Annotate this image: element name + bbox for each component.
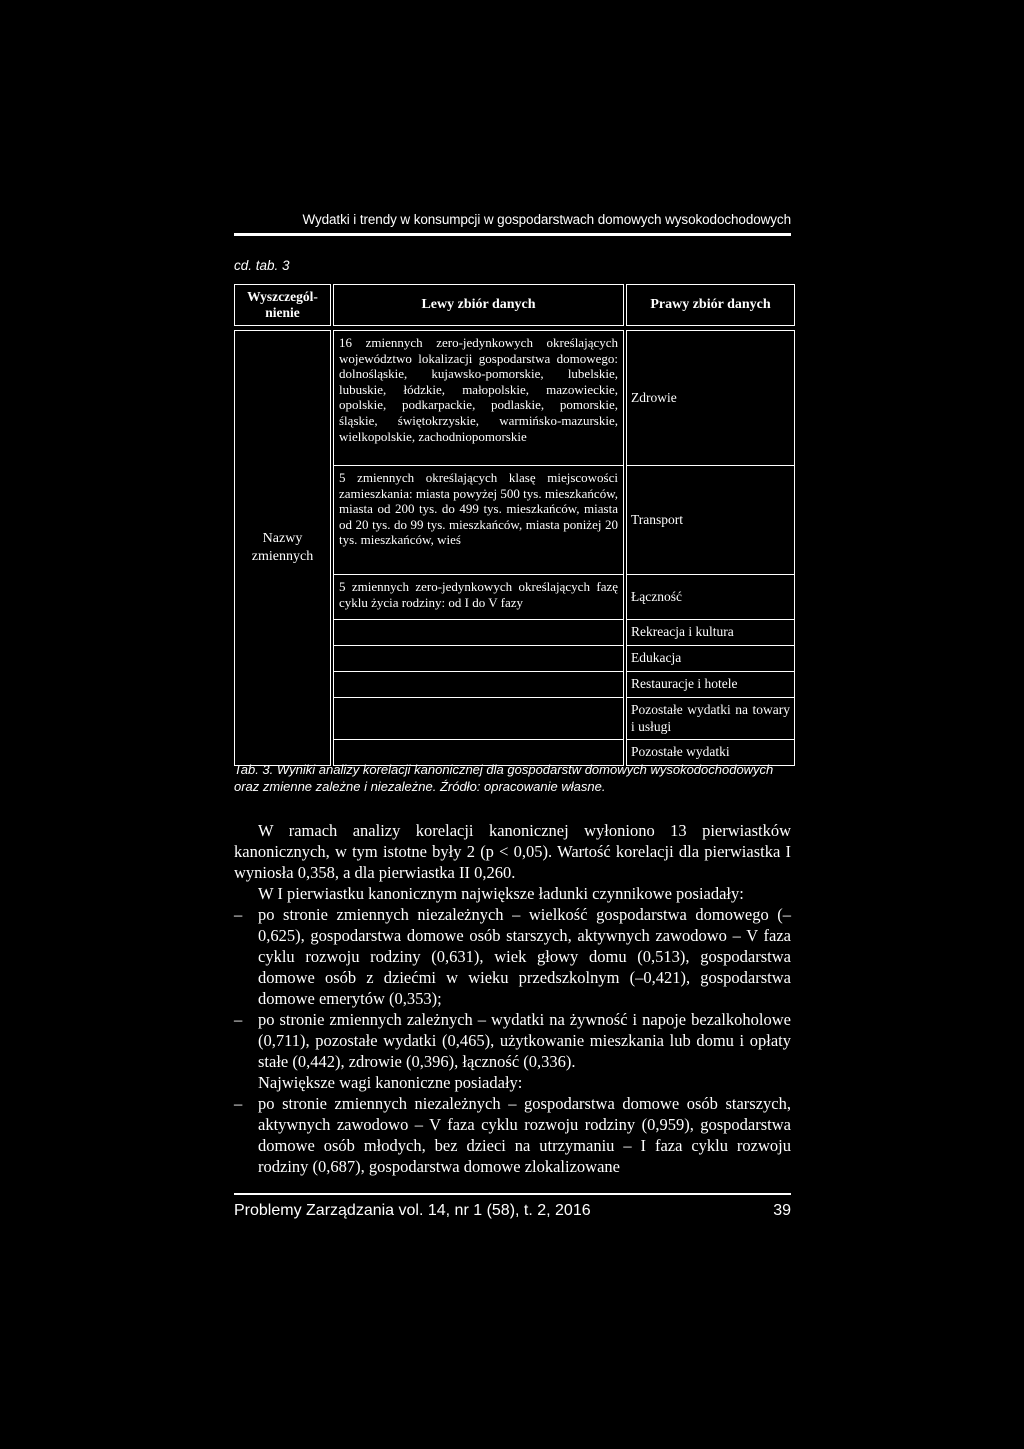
left-set-empty	[334, 671, 624, 697]
right-set-transport: Transport	[627, 466, 795, 575]
row-label-variable-names: Nazwy zmiennych	[235, 331, 331, 766]
right-set-recreation: Rekreacja i kultura	[627, 620, 795, 646]
paragraph: W I pierwiastku kanonicznym największe ładunki czynnikowe posiadały:	[258, 884, 744, 903]
list-item-text: po stronie zmiennych niezależnych – wielkość gospodarstwa domowego (–0,625), gospodarstwa domowe osób starszych, aktywnych zawodowo – V faza cyklu rozwoju rodziny (0,631), wiek głowy domu (0,513), gospodarstwa domowe osób z dziećmi w wieku przedszkolnym (–0,421), gospodarstwa domowe emerytów (0,353);	[258, 905, 791, 1008]
paragraph: Największe wagi kanoniczne posiadały:	[258, 1073, 523, 1092]
list-item	[234, 1093, 791, 1177]
header-left-set: Lewy zbiór danych	[334, 285, 624, 326]
body-text	[234, 820, 791, 1177]
right-set-other-goods: Pozostałe wydatki na towary i usługi	[627, 697, 795, 740]
left-set-life-cycle: 5 zmiennych zero-jedynkowych określających fazę cyklu życia rodziny: od I do V fazy	[334, 575, 624, 620]
footer-journal-citation: Problemy Zarządzania vol. 14, nr 1 (58), t. 2, 2016	[234, 1202, 591, 1219]
left-set-locality-class: 5 zmiennych określających klasę miejscowości zamieszkania: miasta powyżej 500 tys. mieszkańców, miasta od 200 tys. do 499 tys. mieszkańców, miasta od 20 tys. do 99 tys. mieszkańców, miasta poniżej 20 tys. mieszkańców, wieś	[334, 466, 624, 575]
list-item-text: po stronie zmiennych niezależnych – gospodarstwa domowe osób starszych, aktywnych zawodowo – V faza cyklu rozwoju rodziny (0,959), gospodarstwa domowe osób młodych, bez dzieci na utrzymaniu – I faza cyklu rozwoju rodziny (0,687), gospodarstwa domowe zlokalizowane	[258, 1094, 791, 1176]
left-set-empty	[334, 620, 624, 646]
header-right-set: Prawy zbiór danych	[627, 285, 795, 326]
list-item-text: po stronie zmiennych zależnych – wydatki na żywność i napoje bezalkoholowe (0,711), pozostałe wydatki (0,465), użytkowanie mieszkania lub domu i opłaty stałe (0,442), zdrowie (0,396), łączność (0,336).	[258, 1010, 791, 1071]
table-caption: Tab. 3. Wyniki analizy korelacji kanonicznej dla gospodarstw domowych wysokodochodowych oraz zmienne zależne i niezależne. Źródło: opracowanie własne.	[234, 762, 774, 794]
dash-marker: –	[234, 1094, 243, 1113]
footer-rule	[234, 1193, 791, 1195]
list-item	[234, 904, 791, 1009]
dash-marker: –	[234, 905, 243, 924]
continuation-label: cd. tab. 3	[234, 258, 290, 273]
right-set-restaurants: Restauracje i hotele	[627, 671, 795, 697]
left-set-empty	[334, 697, 624, 740]
results-table	[234, 284, 795, 766]
running-header: Wydatki i trendy w konsumpcji w gospodarstwach domowych wysokodochodowych	[302, 212, 791, 227]
header-rule	[234, 233, 791, 236]
header-description: Wyszczegól- nienie	[235, 285, 331, 326]
left-set-empty	[334, 645, 624, 671]
left-set-voivodeships: 16 zmiennych zero-jedynkowych określających województwo lokalizacji gospodarstwa domowego: dolnośląskie, kujawsko-pomorskie, lubelskie, lubuskie, łódzkie, małopolskie, mazowieckie, opolskie, podkarpackie, podlaskie, pomorskie, śląskie, świętokrzyskie, warmińsko-mazurskie, wielkopolskie, zachodniopomorskie	[334, 331, 624, 466]
page-number: 39	[773, 1202, 791, 1219]
right-set-health: Zdrowie	[627, 331, 795, 466]
right-set-education: Edukacja	[627, 645, 795, 671]
right-set-communication: Łączność	[627, 575, 795, 620]
list-item	[234, 1009, 791, 1072]
dash-marker: –	[234, 1010, 243, 1029]
right-set-other-expenses: Pozostałe wydatki	[627, 740, 795, 766]
paragraph: W ramach analizy korelacji kanonicznej wyłoniono 13 pierwiastków kanonicznych, w tym istotne były 2 (p < 0,05). Wartość korelacji dla pierwiastka I wyniosła 0,358, a dla pierwiastka II 0,260.	[234, 821, 791, 882]
